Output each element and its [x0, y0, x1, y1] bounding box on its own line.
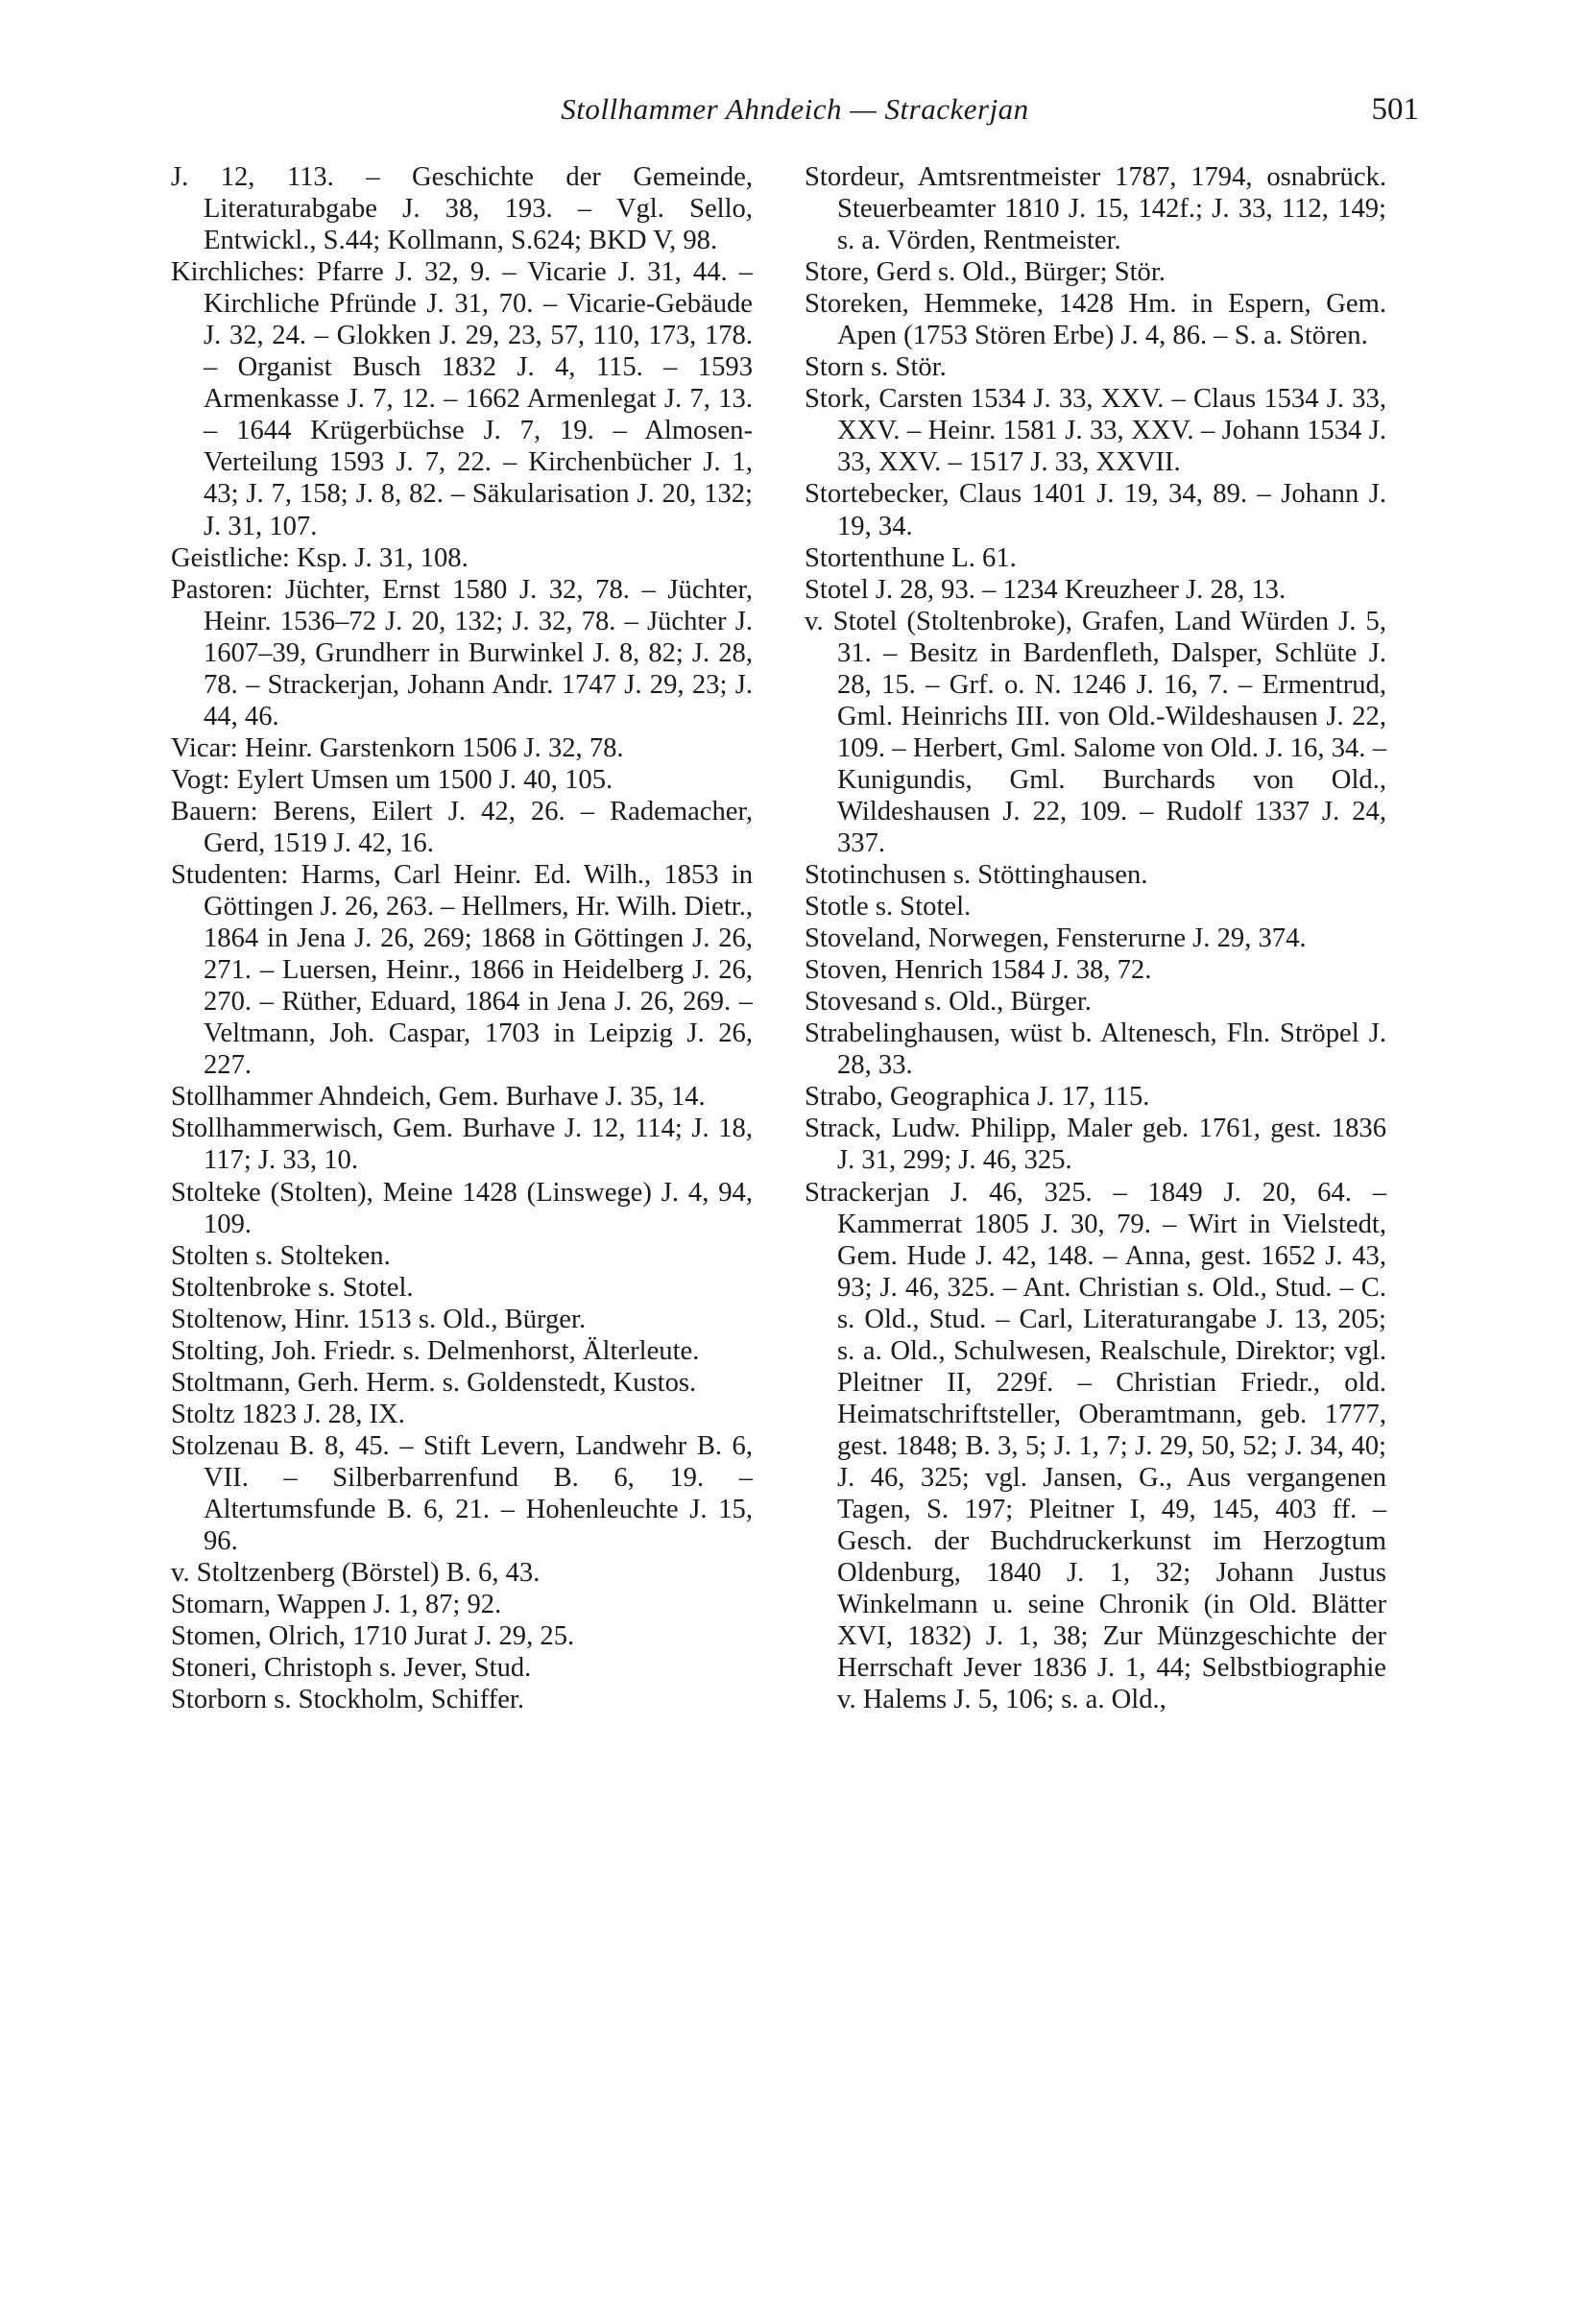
index-entry: Bauern: Berens, Eilert J. 42, 26. – Rademacher, Gerd, 1519 J. 42, 16. — [171, 796, 753, 858]
index-entry: Stotinchusen s. Stöttinghausen. — [805, 860, 1148, 891]
index-entry: Stortenthune L. 61. — [805, 542, 1017, 573]
page-header — [171, 92, 1419, 140]
index-entry: Stolteke (Stolten), Meine 1428 (Linswege) J. 4, 94, 109. — [171, 1177, 753, 1239]
index-entry: Storborn s. Stockholm, Schiffer. — [171, 1685, 525, 1715]
index-entry: Stolzenau B. 8, 45. – Stift Levern, Landwehr B. 6, VII. – Silberbarrenfund B. 6, 19. – Altertumsfunde B. 6, 21. – Hohenleuchte J. 15, 96. — [171, 1430, 753, 1557]
index-entry: Stolting, Joh. Friedr. s. Delmenhorst, Älterleute. — [171, 1335, 700, 1366]
index-entry: Stortebecker, Claus 1401 J. 19, 34, 89. – Johann J. 19, 34. — [805, 479, 1386, 541]
index-entry: Vicar: Heinr. Garstenkorn 1506 J. 32, 78. — [171, 732, 624, 763]
index-entry: Stolten s. Stolteken. — [171, 1240, 391, 1271]
index-entry: Stoltenow, Hinr. 1513 s. Old., Bürger. — [171, 1304, 587, 1334]
index-entry: Storn s. Stör. — [805, 352, 947, 383]
right-column — [805, 161, 1386, 1715]
page-number: 501 — [1371, 92, 1419, 127]
index-entry: Stotle s. Stotel. — [805, 892, 972, 922]
index-entry: Stovesand s. Old., Bürger. — [805, 987, 1092, 1018]
index-entry: Vogt: Eylert Umsen um 1500 J. 40, 105. — [171, 764, 613, 795]
left-column — [171, 161, 753, 1715]
index-entry: Stoltenbroke s. Stotel. — [171, 1272, 414, 1303]
index-entry: Stoven, Henrich 1584 J. 38, 72. — [805, 955, 1152, 986]
index-entry: Studenten: Harms, Carl Heinr. Ed. Wilh., 1853 in Göttingen J. 26, 263. – Hellmers, Hr. Wilh. Dietr., 1864 in Jena J. 26, 269; 1868 in Göttingen J. 26, 271. – Luersen, Heinr., 1866 in Heidelberg J. 26, 270. – Rüther, Eduard, 1864 in Jena J. 26, 269. – Veltmann, Joh. Caspar, 1703 in Leipzig J. 26, 227. — [171, 860, 753, 1081]
running-title: Stollhammer Ahndeich — Strackerjan — [561, 92, 1029, 126]
index-entry: Store, Gerd s. Old., Bürger; Stör. — [805, 257, 1166, 288]
index-entry: Stoneri, Christoph s. Jever, Stud. — [171, 1653, 532, 1684]
index-entry: Stotel J. 28, 93. – 1234 Kreuzheer J. 28, 13. — [805, 574, 1286, 605]
index-entry: Stoveland, Norwegen, Fensterurne J. 29, 374. — [805, 923, 1307, 954]
index-entry: Kirchliches: Pfarre J. 32, 9. – Vicarie J. 31, 44. – Kirchliche Pfründe J. 31, 70. – Vicarie-Gebäude J. 32, 24. – Glokken J. 29, 23, 57, 110, 173, 178. – Organist Busch 1832 J. 4, 115. – 1593 Armenkasse J. 7, 12. – 1662 Armenlegat J. 7, 13. – 1644 Krügerbüchse J. 7, 19. – Almosen-Verteilung 1593 J. 7, 22. – Kirchenbücher J. 1, 43; J. 7, 158; J. 8, 82. – Säkularisation J. 20, 132; J. 31, 107. — [171, 257, 753, 541]
index-entry: Strack, Ludw. Philipp, Maler geb. 1761, gest. 1836 J. 31, 299; J. 46, 325. — [805, 1114, 1386, 1176]
index-entry: Pastoren: Jüchter, Ernst 1580 J. 32, 78. – Jüchter, Heinr. 1536–72 J. 20, 132; J. 32, 78. – Jüchter J. 1607–39, Grundherr in Burwinkel J. 8, 82; J. 28, 78. – Strackerjan, Johann Andr. 1747 J. 29, 23; J. 44, 46. — [171, 574, 753, 731]
index-entry: Strackerjan J. 46, 325. – 1849 J. 20, 64. – Kammerrat 1805 J. 30, 79. – Wirt in Vielstedt, Gem. Hude J. 42, 148. – Anna, gest. 1652 J. 43, 93; J. 46, 325. – Ant. Christian s. Old., Stud. – C. s. Old., Stud. – Carl, Literaturangabe J. 13, 205; s. a. Old., Schulwesen, Realschule, Direktor; vgl. Pleitner II, 229f. – Christian Friedr., old. Heimatschriftsteller, Oberamtmann, geb. 1777, gest. 1848; B. 3, 5; J. 1, 7; J. 29, 50, 52; J. 34, 40; J. 46, 325; vgl. Jansen, G., Aus vergangenen Tagen, S. 197; Pleitner I, 49, 145, 403 ff. – Gesch. der Buchdruckerkunst im Herzogtum Oldenburg, 1840 J. 1, 32; Johann Justus Winkelmann u. seine Chronik (in Old. Blätter XVI, 1832) J. 1, 38; Zur Münzgeschichte der Herrschaft Jever 1836 J. 1, 44; Selbstbiographie v. Halems J. 5, 106; s. a. Old., — [805, 1177, 1386, 1715]
index-entry: Storeken, Hemmeke, 1428 Hm. in Espern, Gem. Apen (1753 Stören Erbe) J. 4, 86. – S. a. Stören. — [805, 289, 1386, 351]
index-entry: Stoltz 1823 J. 28, IX. — [171, 1399, 405, 1429]
index-entry: Stomarn, Wappen J. 1, 87; 92. — [171, 1590, 502, 1620]
index-entry: Stollhammerwisch, Gem. Burhave J. 12, 114; J. 18, 117; J. 33, 10. — [171, 1114, 753, 1176]
index-entry: Geistliche: Ksp. J. 31, 108. — [171, 542, 469, 573]
index-entry: Stork, Carsten 1534 J. 33, XXV. – Claus 1534 J. 33, XXV. – Heinr. 1581 J. 33, XXV. – Johann 1534 J. 33, XXV. – 1517 J. 33, XXVII. — [805, 384, 1386, 478]
index-entry: Strabo, Geographica J. 17, 115. — [805, 1082, 1150, 1113]
index-entry: Stoltmann, Gerh. Herm. s. Goldenstedt, Kustos. — [171, 1367, 697, 1398]
index-entry: v. Stotel (Stoltenbroke), Grafen, Land Würden J. 5, 31. – Besitz in Bardenfleth, Dalsper, Schlüte J. 28, 15. – Grf. o. N. 1246 J. 16, 7. – Ermentrud, Gml. Heinrichs III. von Old.-Wildeshausen J. 22, 109. – Herbert, Gml. Salome von Old. J. 16, 34. – Kunigundis, Gml. Burchards von Old., Wildeshausen J. 22, 109. – Rudolf 1337 J. 24, 337. — [805, 606, 1386, 858]
index-entry: Stollhammer Ahndeich, Gem. Burhave J. 35, 14. — [171, 1082, 706, 1113]
index-entry: J. 12, 113. – Geschichte der Gemeinde, Literaturabgabe J. 38, 193. – Vgl. Sello, Entwickl., S.44; Kollmann, S.624; BKD V, 98. — [171, 162, 753, 256]
index-entry: v. Stoltzenberg (Börstel) B. 6, 43. — [171, 1558, 541, 1589]
index-entry: Strabelinghausen, wüst b. Altenesch, Fln. Ströpel J. 28, 33. — [805, 1018, 1386, 1081]
index-entry: Stordeur, Amtsrentmeister 1787, 1794, osnabrück. Steuerbeamter 1810 J. 15, 142f.; J. 33, 112, 149; s. a. Vörden, Rentmeister. — [805, 162, 1386, 256]
index-entry: Stomen, Olrich, 1710 Jurat J. 29, 25. — [171, 1621, 575, 1652]
